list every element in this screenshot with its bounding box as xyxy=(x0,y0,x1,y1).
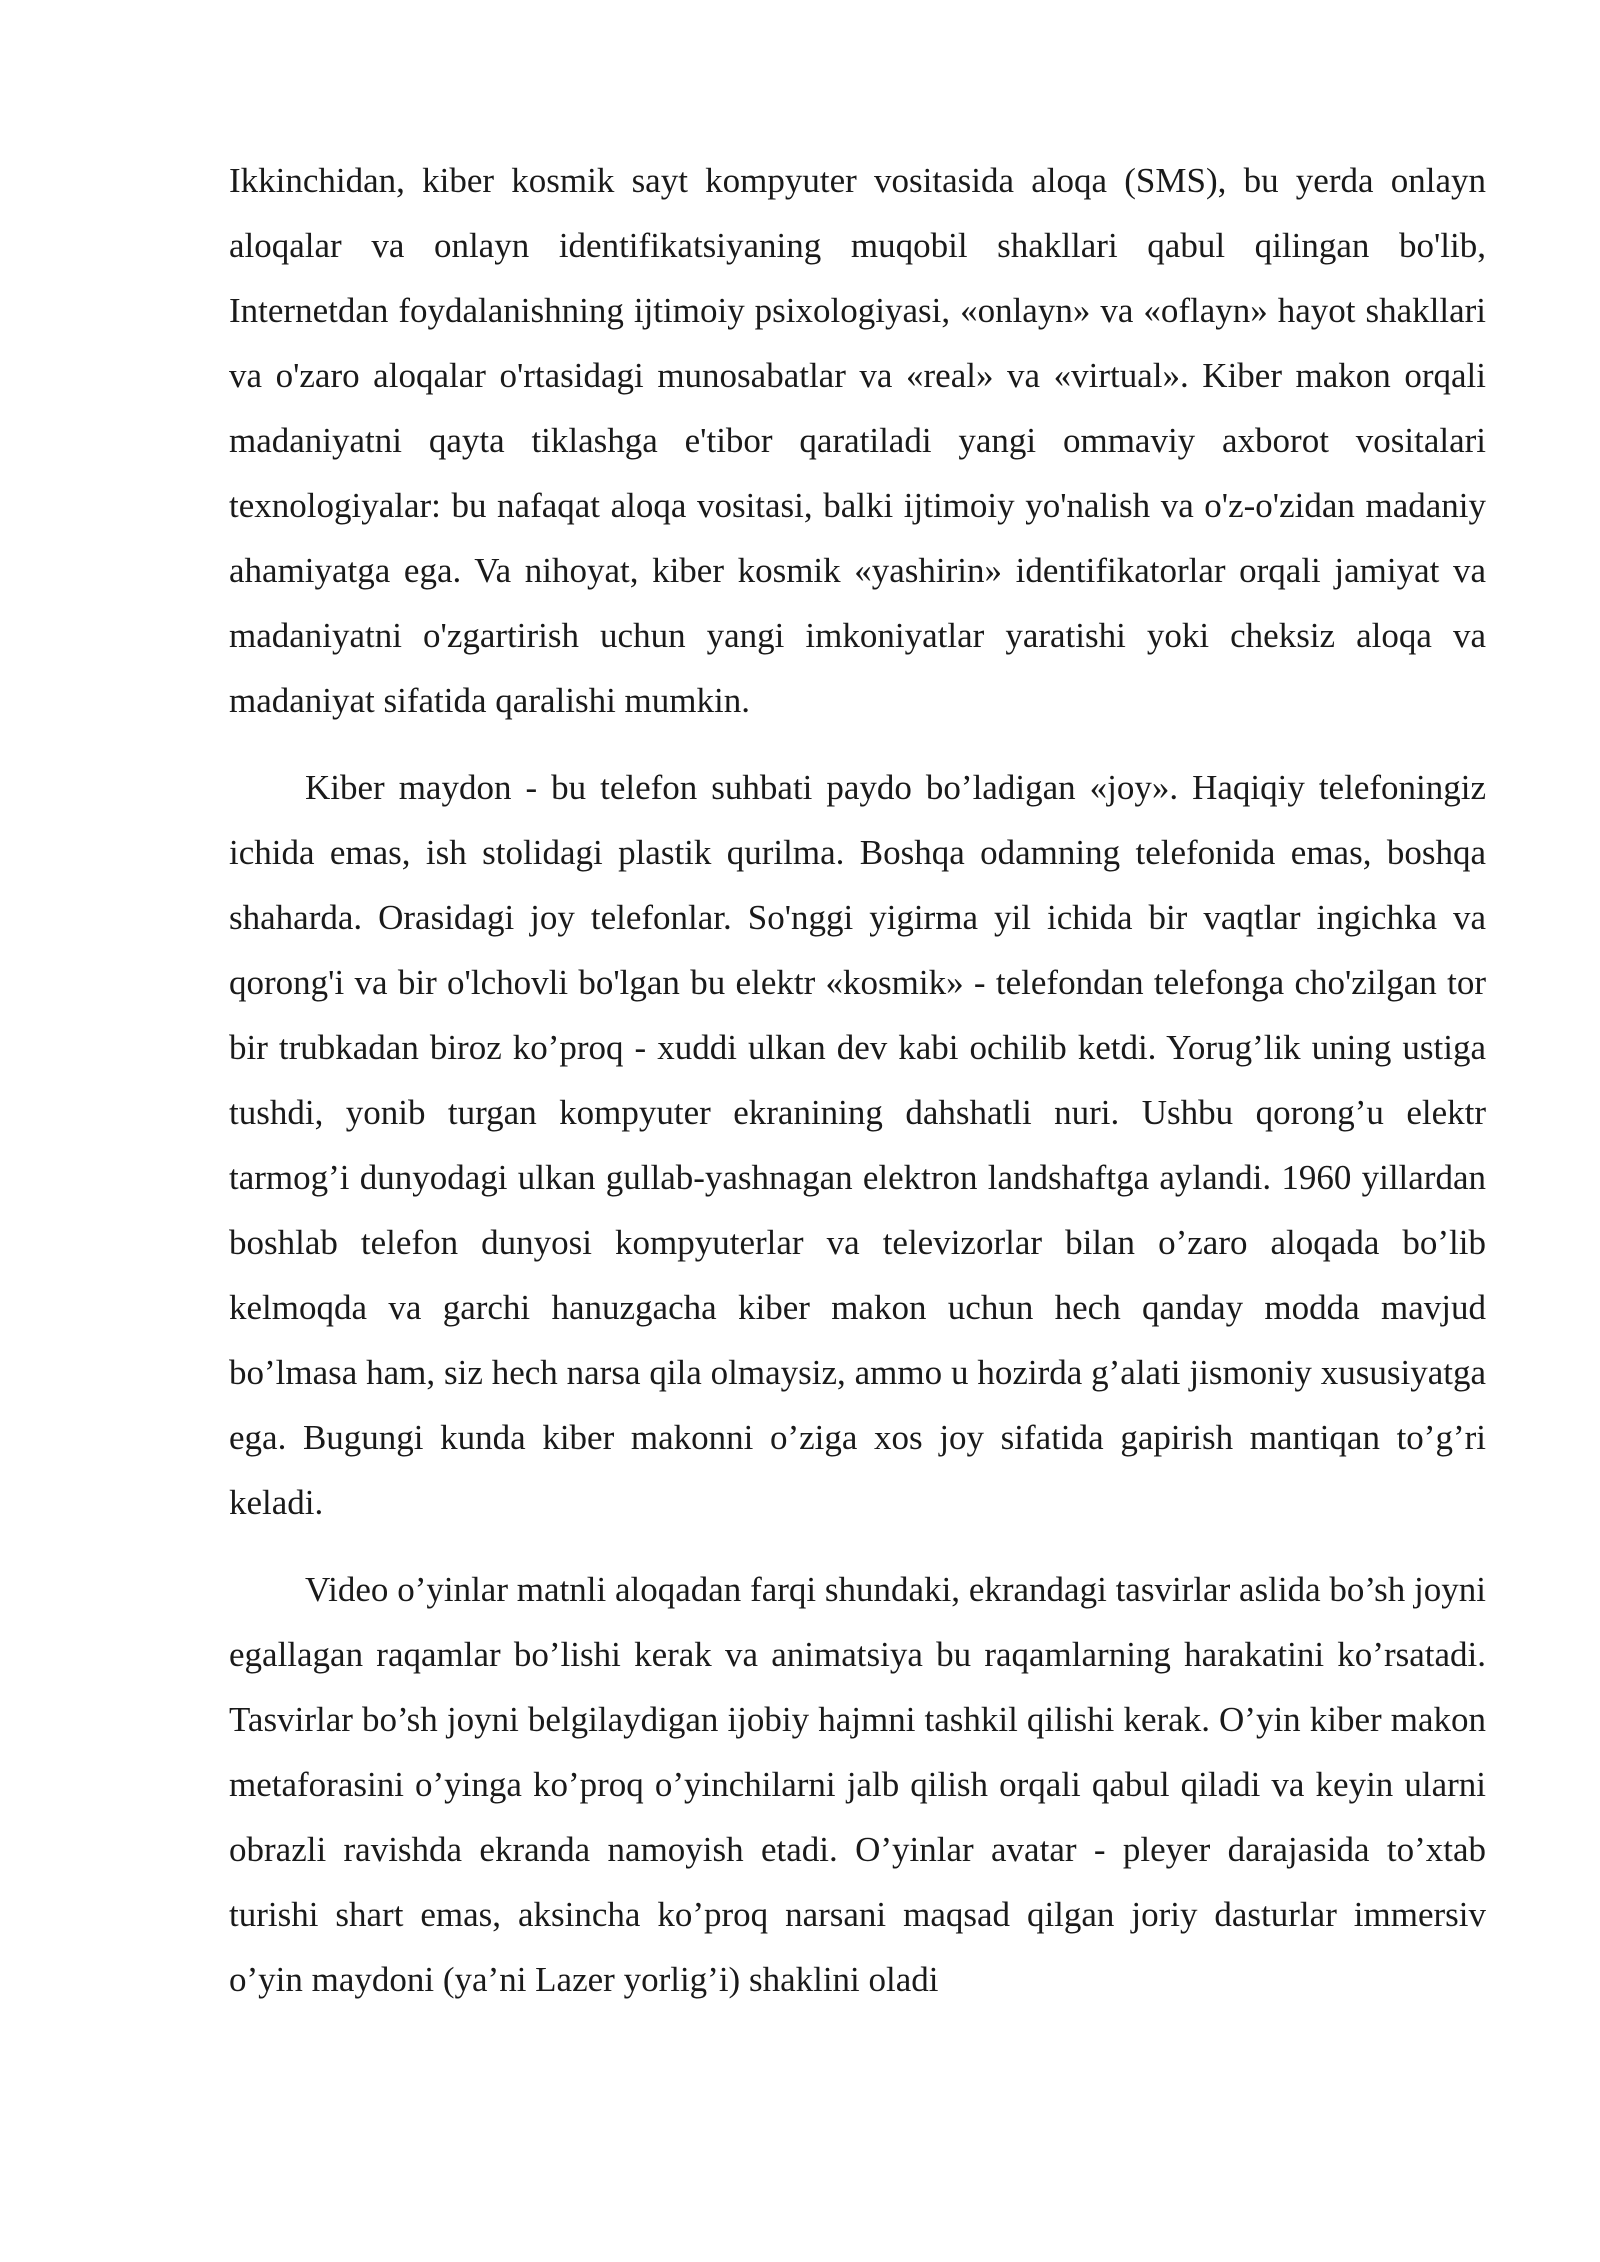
paragraph-3: Video o’yinlar matnli aloqadan farqi shundaki, ekrandagi tasvirlar aslida bo’sh joyni egallagan raqamlar bo’lishi kerak va animatsiya bu raqamlarning harakatini ko’rsatadi. Tasvirlar bo’sh joyni belgilaydigan ijobiy hajmni tashkil qilishi kerak. O’yin kiber makon metaforasini o’yinga ko’proq o’yinchilarni jalb qilish orqali qabul qiladi va keyin ularni obrazli ravishda ekranda namoyish etadi. O’yinlar avatar - pleyer darajasida to’xtab turishi shart emas, aksincha ko’proq narsani maqsad qilgan joriy dasturlar immersiv o’yin maydoni (ya’ni Lazer yorlig’i) shaklini oladi xyxy=(229,1570,1486,1999)
paragraph-1: Ikkinchidan, kiber kosmik sayt kompyuter vositasida aloqa (SMS), bu yerda onlayn aloqalar va onlayn identifikatsiyaning muqobil shakllari qabul qilingan bo'lib, Internetdan foydalanishning ijtimoiy psixologiyasi, «onlayn» va «oflayn» hayot shakllari va o'zaro aloqalar o'rtasidagi munosabatlar va «real» va «virtual». Kiber makon orqali madaniyatni qayta tiklashga e'tibor qaratiladi yangi ommaviy axborot vositalari texnologiyalar: bu nafaqat aloqa vositasi, balki ijtimoiy yo'nalish va o'z-o'zidan madaniy ahamiyatga ega. Va nihoyat, kiber kosmik «yashirin» identifikatorlar orqali jamiyat va madaniyatni o'zgartirish uchun yangi imkoniyatlar yaratishi yoki cheksiz aloqa va madaniyat sifatida qaralishi mumkin. xyxy=(229,161,1486,720)
document-body xyxy=(229,148,1486,2034)
paragraph-2: Kiber maydon - bu telefon suhbati paydo bo’ladigan «joy». Haqiqiy telefoningiz ichida emas, ish stolidagi plastik qurilma. Boshqa odamning telefonida emas, boshqa shaharda. Orasidagi joy telefonlar. So'nggi yigirma yil ichida bir vaqtlar ingichka va qorong'i va bir o'lchovli bo'lgan bu elektr «kosmik» - telefondan telefonga cho'zilgan tor bir trubkadan biroz ko’proq - xuddi ulkan dev kabi ochilib ketdi. Yorug’lik uning ustiga tushdi, yonib turgan kompyuter ekranining dahshatli nuri. Ushbu qorong’u elektr tarmog’i dunyodagi ulkan gullab-yashnagan elektron landshaftga aylandi. 1960 yillardan boshlab telefon dunyosi kompyuterlar va televizorlar bilan o’zaro aloqada bo’lib kelmoqda va garchi hanuzgacha kiber makon uchun hech qanday modda mavjud bo’lmasa ham, siz hech narsa qila olmaysiz, ammo u hozirda g’alati jismoniy xususiyatga ega. Bugungi kunda kiber makonni o’ziga xos joy sifatida gapirish mantiqan to’g’ri keladi. xyxy=(229,768,1486,1522)
